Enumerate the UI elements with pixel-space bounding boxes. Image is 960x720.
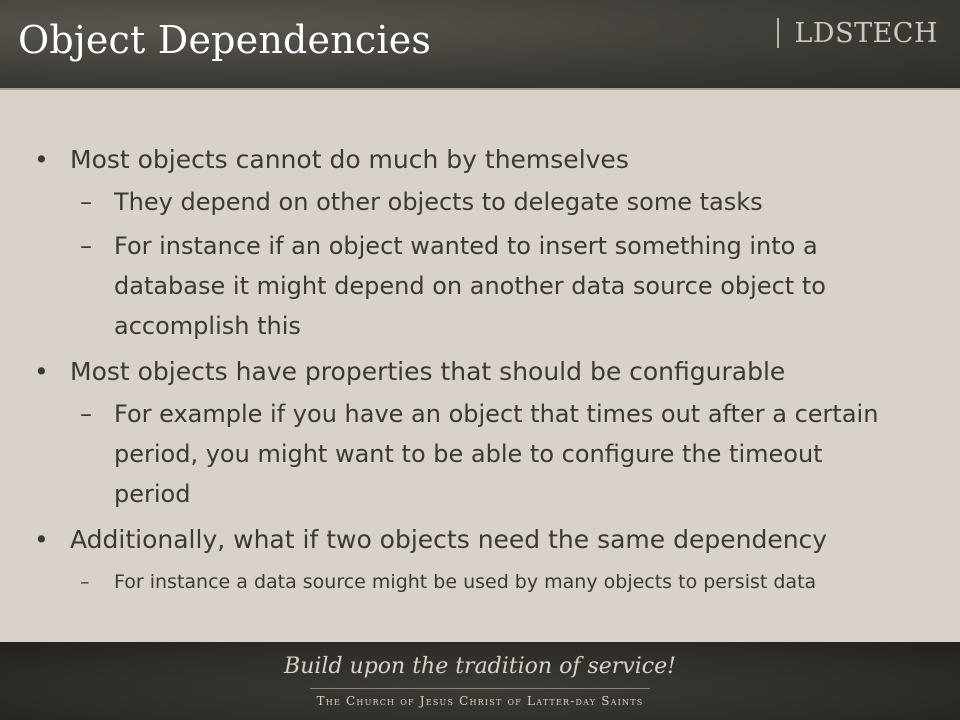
dash-icon: –	[80, 232, 92, 260]
sub-bullet-item	[34, 226, 894, 346]
bullet-text: Additionally, what if two objects need the same dependency	[70, 525, 828, 554]
dash-icon: –	[80, 571, 90, 593]
bullet-dot-icon: •	[34, 145, 49, 174]
logo-divider	[777, 18, 779, 48]
sub-bullet-item	[34, 566, 934, 598]
sub-bullet-text: For example if you have an object that times out after a certain period, you might want to be able to configure the timeout period	[114, 400, 879, 508]
dash-icon: –	[80, 188, 92, 216]
bullet-item	[34, 352, 934, 392]
bullet-dot-icon: •	[34, 525, 49, 554]
footer-divider	[310, 688, 650, 689]
sub-bullet-text: For instance if an object wanted to insert something into a database it might depend on another data source object to accomplish this	[114, 232, 826, 340]
bullet-list	[34, 140, 934, 598]
footer-church-name: The Church of Jesus Christ of Latter-day Saints	[316, 694, 644, 708]
logo-text: LDSTECH	[794, 17, 938, 49]
slide-header	[0, 0, 960, 90]
sub-bullet-item	[34, 394, 894, 514]
sub-bullet-item	[34, 182, 934, 222]
sub-bullet-text: They depend on other objects to delegate some tasks	[114, 188, 763, 216]
dash-icon: –	[80, 400, 92, 428]
bullet-text: Most objects cannot do much by themselves	[70, 145, 629, 174]
slide-body	[0, 90, 960, 642]
sub-bullet-text: For instance a data source might be used by many objects to persist data	[114, 571, 817, 593]
slide-footer	[0, 642, 960, 720]
slide-title: Object Dependencies	[18, 18, 432, 62]
footer-tagline: Build upon the tradition of service!	[284, 654, 676, 679]
bullet-dot-icon: •	[34, 357, 49, 386]
bullet-text: Most objects have properties that should be configurable	[70, 357, 786, 386]
bullet-item	[34, 140, 934, 180]
ldstech-logo	[777, 18, 939, 48]
bullet-item	[34, 520, 934, 560]
